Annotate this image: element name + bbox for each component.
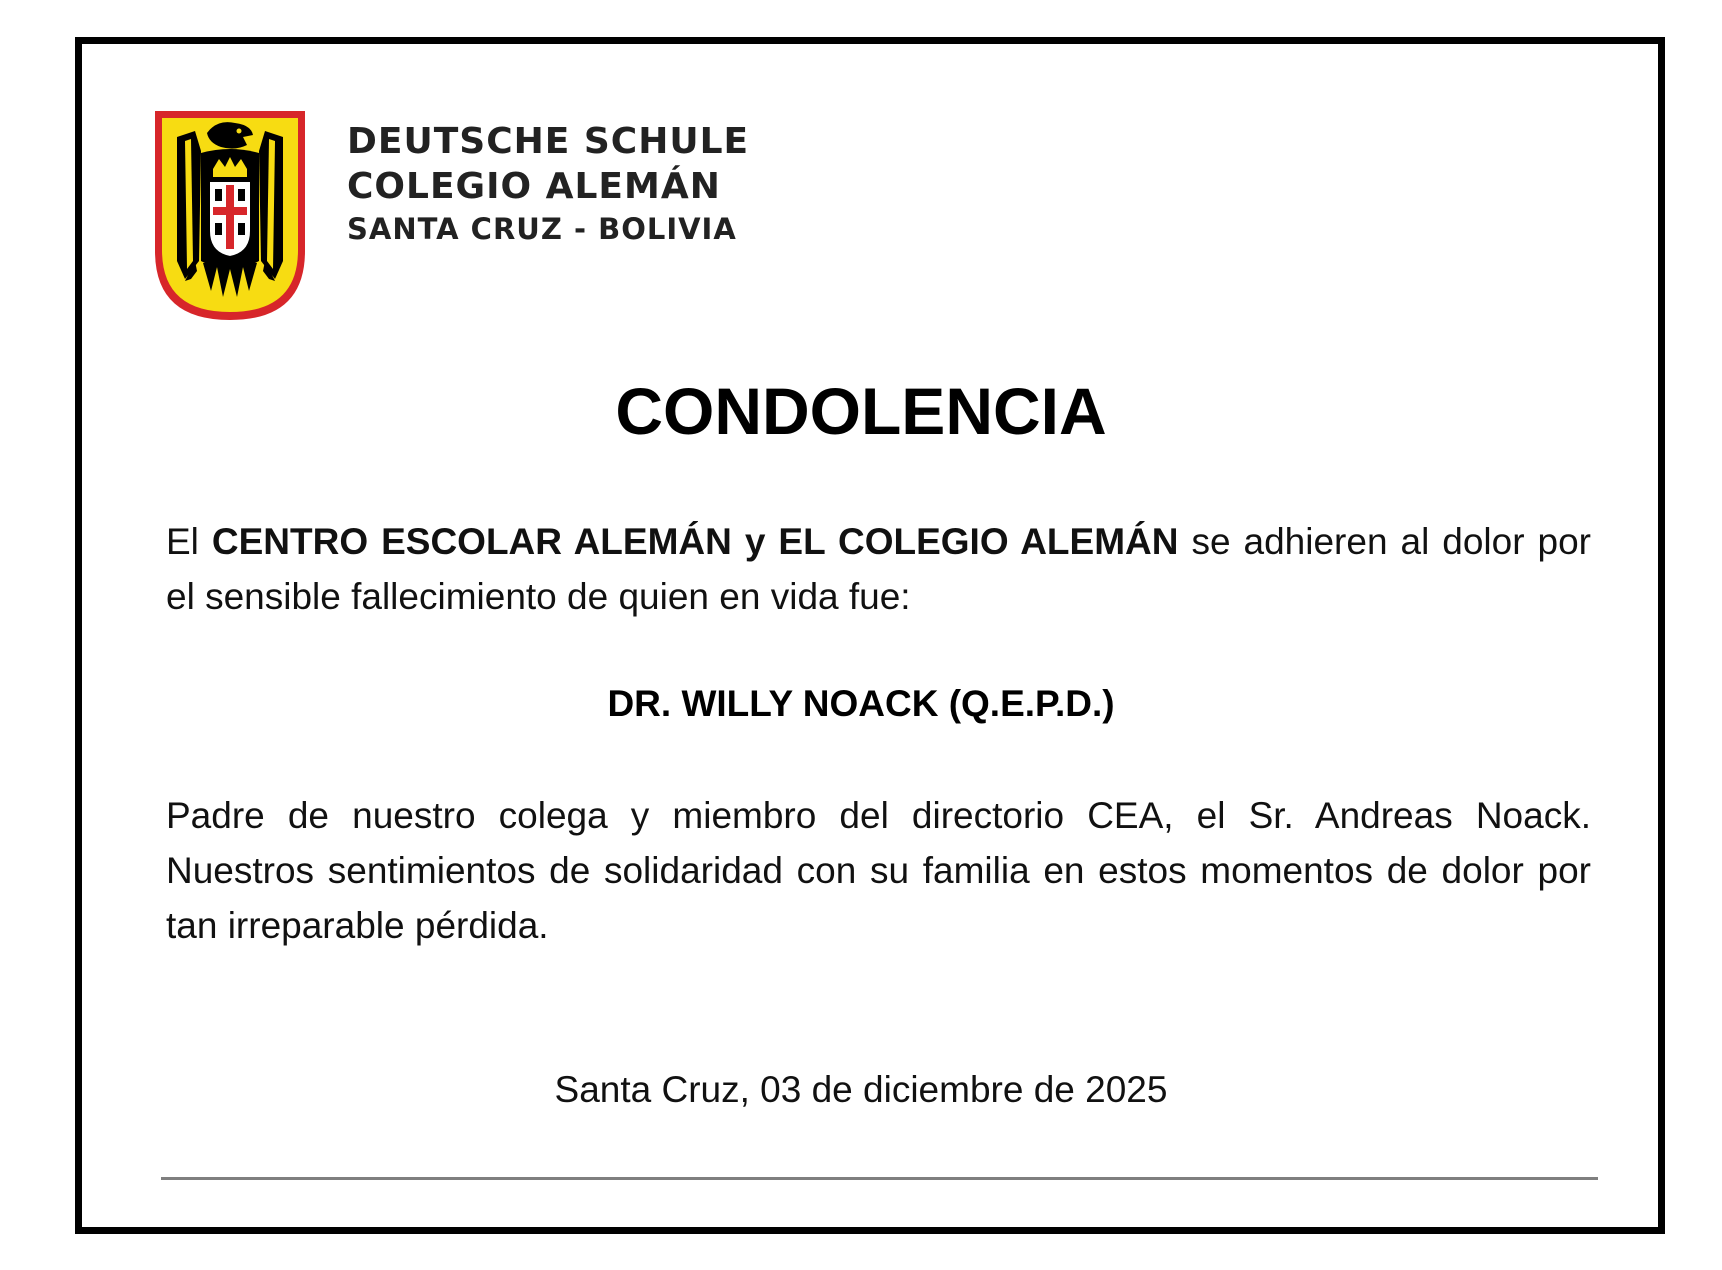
intro-suffix: se adhieren al dolor por el sensible fallecimiento de quien en vida fue: bbox=[166, 521, 1591, 617]
deceased-name: DR. WILLY NOACK (Q.E.P.D.) bbox=[607, 683, 1115, 724]
school-crest-logo bbox=[155, 111, 305, 320]
date-line: Santa Cruz, 03 de diciembre de 2025 bbox=[554, 1069, 1168, 1110]
school-location: SANTA CRUZ - BOLIVIA bbox=[347, 212, 737, 246]
notice-title: CONDOLENCIA bbox=[615, 374, 1107, 448]
footer-divider bbox=[161, 1177, 1598, 1180]
school-name-line1: DEUTSCHE SCHULE bbox=[347, 121, 750, 162]
body-paragraph: Padre de nuestro colega y miembro del directorio CEA, el Sr. Andreas Noack. Nuestros sentimientos de solidaridad con su familia en estos momentos de dolor por tan irreparable pérdida. bbox=[166, 795, 1591, 946]
notice-frame bbox=[75, 37, 1665, 1234]
intro-prefix: El bbox=[166, 521, 199, 562]
school-name bbox=[347, 121, 750, 251]
intro-institutions: CENTRO ESCOLAR ALEMÁN y EL COLEGIO ALEMÁN bbox=[211, 521, 1179, 562]
school-name-line2: COLEGIO ALEMÁN bbox=[347, 166, 721, 207]
intro-paragraph bbox=[166, 514, 1591, 624]
